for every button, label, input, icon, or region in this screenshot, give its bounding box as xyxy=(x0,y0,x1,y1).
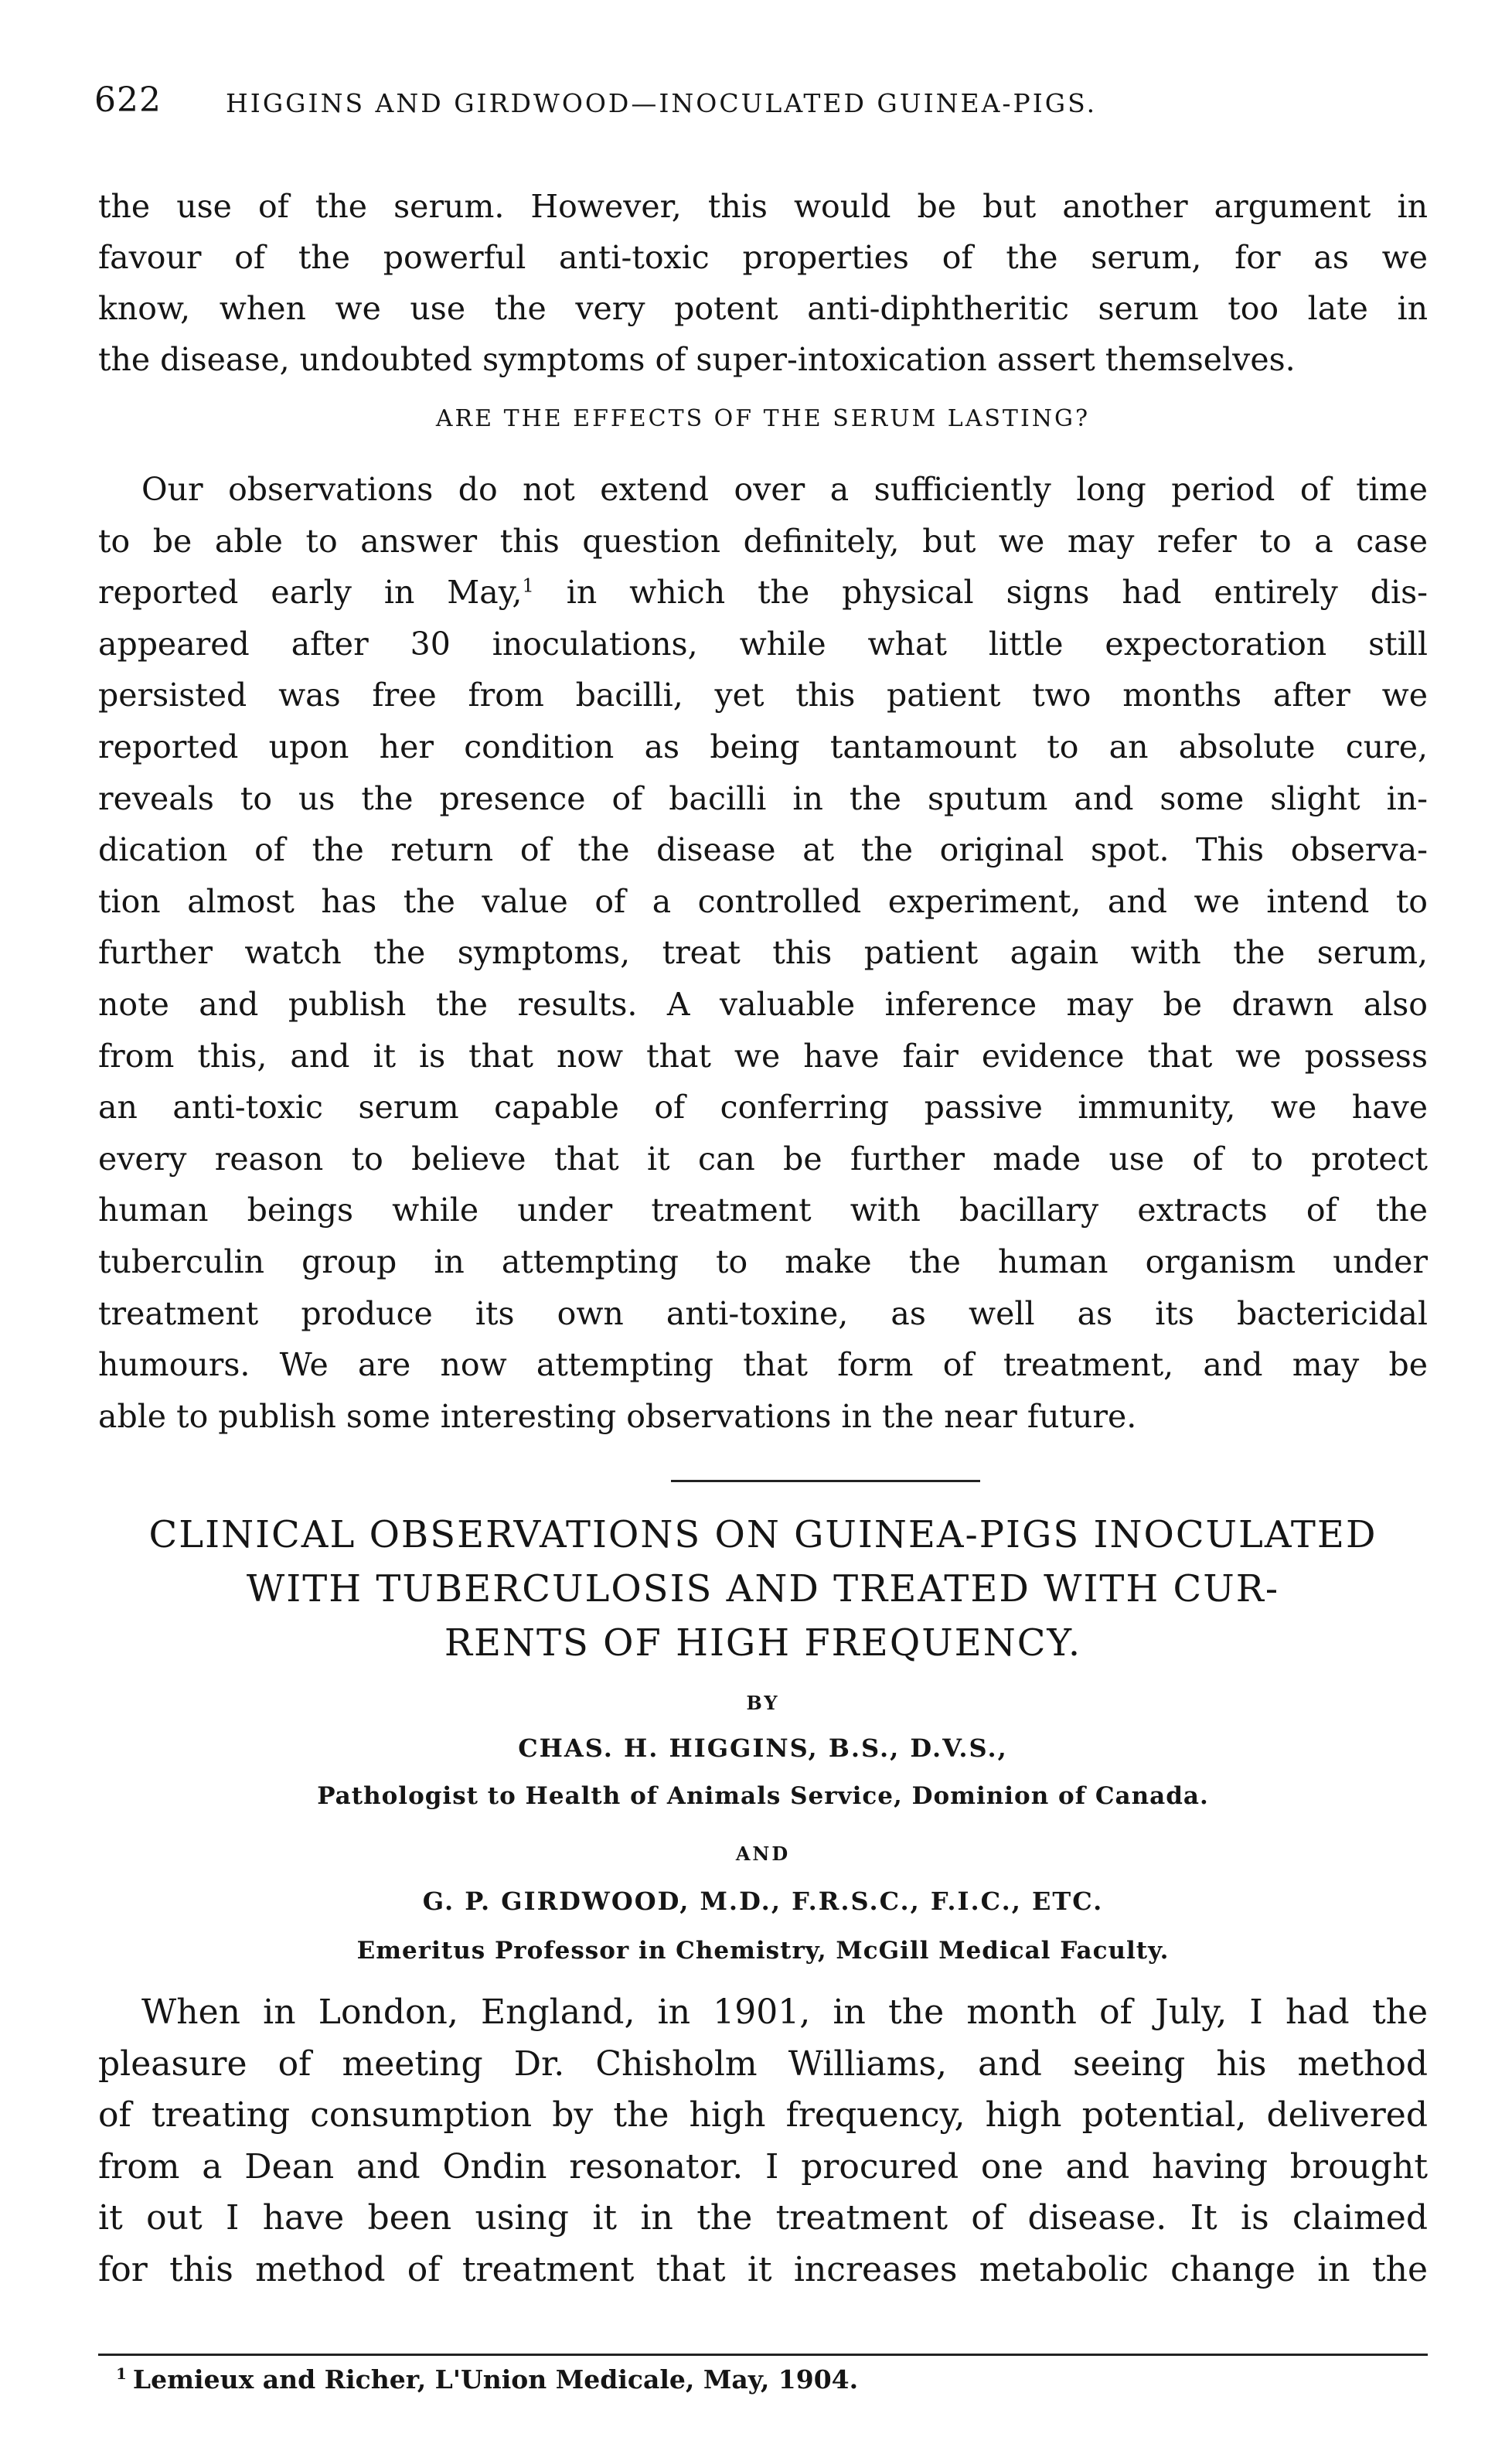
page-number: 622 xyxy=(94,80,162,120)
author-higgins: CHAS. H. HIGGINS, B.S., D.V.S., xyxy=(518,1733,1008,1763)
footnote xyxy=(116,2364,1430,2395)
text-line: to be able to answer this question definitely, but we may refer to a case xyxy=(98,522,1428,560)
text-line: it out I have been using it in the treatment of disease. It is claimed xyxy=(98,2198,1428,2238)
text-line: able to publish some interesting observations in the near future. xyxy=(98,1397,1137,1435)
footnote-text: Lemieux and Richer, L'Union Medicale, May, 1904. xyxy=(132,2364,859,2395)
continuation-paragraph xyxy=(98,181,1428,385)
text-line: humours. We are now attempting that form of treatment, and may be xyxy=(98,1346,1428,1384)
text-line: the disease, undoubted symptoms of super-intoxication assert themselves. xyxy=(98,341,1296,378)
byline-and: AND xyxy=(735,1842,791,1865)
text-segment: in which the physical signs had entirely dis- xyxy=(533,574,1428,612)
text-segment: reported early in May, xyxy=(98,574,523,612)
text-line: know, when we use the very potent anti-diphtheritic serum too late in xyxy=(98,290,1428,327)
title-line: WITH TUBERCULOSIS AND TREATED WITH CUR- xyxy=(246,1567,1280,1611)
text-line: further watch the symptoms, treat this patient again with the serum, xyxy=(98,934,1428,972)
running-title: HIGGINS AND GIRDWOOD—INOCULATED GUINEA-PIGS. xyxy=(226,88,1098,118)
running-head xyxy=(94,80,1424,127)
affiliation-higgins: Pathologist to Health of Animals Service, Dominion of Canada. xyxy=(317,1782,1209,1810)
serum-lasting-paragraph xyxy=(98,464,1428,1442)
text-line: the use of the serum. However, this would be but another argument in xyxy=(98,188,1428,225)
section-heading: ARE THE EFFECTS OF THE SERUM LASTING? xyxy=(435,405,1091,432)
text-line: When in London, England, in 1901, in the month of July, I had the xyxy=(141,1992,1428,2032)
text-line: dication of the return of the disease at the original spot. This observa- xyxy=(98,831,1428,869)
text-line: persisted was free from bacilli, yet this patient two months after we xyxy=(98,677,1428,714)
text-line-with-reference xyxy=(98,567,1428,619)
affiliation-girdwood: Emeritus Professor in Chemistry, McGill Medical Faculty. xyxy=(356,1937,1170,1965)
footnote-reference: 1 xyxy=(522,574,534,597)
footnote-marker: 1 xyxy=(116,2364,127,2383)
text-line: an anti-toxic serum capable of conferring passive immunity, we have xyxy=(98,1089,1428,1127)
title-line: RENTS OF HIGH FREQUENCY. xyxy=(444,1621,1082,1665)
text-line: tuberculin group in attempting to make the human organism under xyxy=(98,1242,1428,1280)
section-divider xyxy=(671,1480,980,1482)
text-line: tion almost has the value of a controlled experiment, and we intend to xyxy=(98,882,1428,920)
byline-by: BY xyxy=(746,1692,780,1714)
author-girdwood: G. P. GIRDWOOD, M.D., F.R.S.C., F.I.C., ETC. xyxy=(422,1887,1104,1916)
article-title xyxy=(98,1508,1428,1670)
text-line: from this, and it is that now that we have fair evidence that we possess xyxy=(98,1037,1428,1075)
footnote-rule xyxy=(98,2354,1428,2356)
text-line: treatment produce its own anti-toxine, as well as its bactericidal xyxy=(98,1294,1428,1332)
title-line: CLINICAL OBSERVATIONS ON GUINEA-PIGS INOCULATED xyxy=(148,1513,1377,1556)
text-line: Our observations do not extend over a sufficiently long period of time xyxy=(141,471,1428,508)
text-line: human beings while under treatment with bacillary extracts of the xyxy=(98,1191,1428,1229)
text-line: note and publish the results. A valuable inference may be drawn also xyxy=(98,985,1428,1023)
text-line: of treating consumption by the high frequency, high potential, delivered xyxy=(98,2095,1428,2135)
text-line: every reason to believe that it can be further made use of to protect xyxy=(98,1140,1428,1178)
text-line: from a Dean and Ondin resonator. I procured one and having brought xyxy=(98,2146,1428,2187)
text-line: reveals to us the presence of bacilli in the sputum and some slight in- xyxy=(98,779,1428,817)
text-line: reported upon her condition as being tantamount to an absolute cure, xyxy=(98,728,1428,765)
article-opening-paragraph xyxy=(98,1987,1428,2296)
text-line: appeared after 30 inoculations, while what little expectoration still xyxy=(98,625,1428,663)
text-line: favour of the powerful anti-toxic properties of the serum, for as we xyxy=(98,239,1428,276)
text-line: for this method of treatment that it increases metabolic change in the xyxy=(98,2249,1428,2289)
text-line: pleasure of meeting Dr. Chisholm Williams, and seeing his method xyxy=(98,2043,1428,2084)
